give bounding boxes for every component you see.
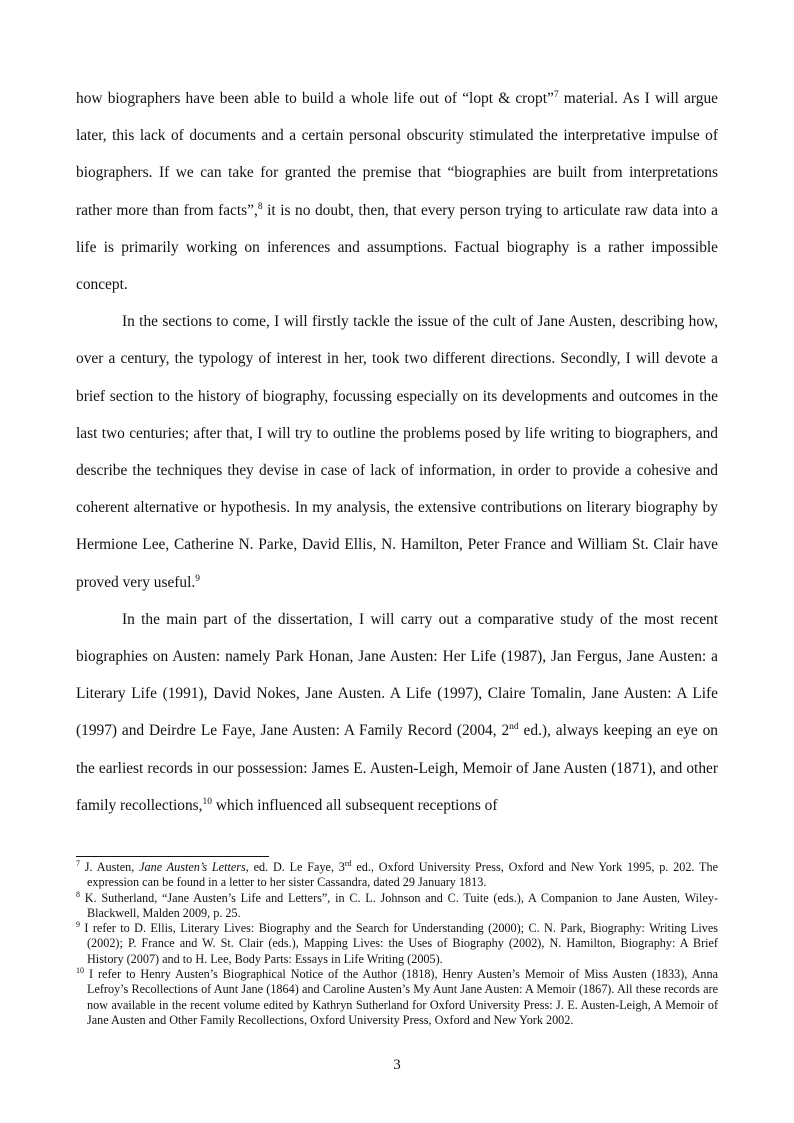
text-run: how biographers have been able to build a whole life out of “lopt & cropt” xyxy=(76,90,554,107)
text-run: it is no doubt, then, that every person trying to articulate raw data into a life is primarily working on inferences and assumptions. Factual biography is a rather impossible concept. xyxy=(76,201,718,294)
paragraph-3 xyxy=(76,601,718,824)
footnotes xyxy=(76,860,718,1028)
paragraph-2 xyxy=(76,303,718,601)
ordinal-suffix: nd xyxy=(509,722,519,733)
footnote-number: 8 xyxy=(76,889,80,899)
footnote-9 xyxy=(76,921,718,967)
footnote-ref-8[interactable]: 8 xyxy=(257,201,263,212)
italic-title: Jane Austen’s Letters xyxy=(139,860,246,874)
text-run: material. As I will argue later, this lack of documents and a certain personal obscurity stimulated the interpretative impulse of biographers. If we can take for granted the premise that “biographies are built from interpretations rather more than from facts”, xyxy=(76,90,718,219)
footnote-separator xyxy=(76,856,269,857)
footnote-number: 9 xyxy=(76,920,80,930)
ordinal-suffix: rd xyxy=(344,858,352,868)
text-run: In the main part of the dissertation, I will carry out a comparative study of the most recent biographies on Austen: namely Park Honan, Jane Austen: Her Life (1987), Jan Fergus, Jane Austen: a Literary Life (1991), David Nokes, Jane Austen. A Life (1997), Claire Tomalin, Jane Austen: A Life (1997) and Deirdre Le Faye, Jane Austen: A Family Record (2004, 2 xyxy=(76,610,718,740)
main-text xyxy=(76,80,718,824)
text-run: ed., Oxford University Press, Oxford and New York 1995, p. 202. The expression can be found in a letter to her sister Cassandra, dated 29 January 1813. xyxy=(87,860,718,890)
text-run: I refer to Henry Austen’s Biographical Notice of the Author (1818), Henry Austen’s Memoir of Miss Austen (1833), Anna Lefroy’s Recollections of Aunt Jane (1864) and Caroline Austen’s My Aunt Jane Austen: A Memoir (1867). All these records are now available in the recent volume edited by Kathryn Sutherland for Oxford University Press: J. E. Austen-Leigh, A Memoir of Jane Austen and Other Family Recollections, Oxford University Press, Oxford and New York 2002. xyxy=(84,967,718,1027)
text-run: K. Sutherland, “Jane Austen’s Life and Letters”, in C. L. Johnson and C. Tuite (eds.), A Companion to Jane Austen, Wiley-Blackwell, Malden 2009, p. 25. xyxy=(80,890,718,920)
text-run: which influenced all subsequent receptions of xyxy=(212,796,498,814)
footnote-ref-10[interactable]: 10 xyxy=(202,796,212,807)
text-run: ed.), always keeping an eye on the earliest records in our possession: James E. Austen-Leigh, Memoir of Jane Austen (1871), and other family recollections, xyxy=(76,722,718,814)
footnote-number: 7 xyxy=(76,858,80,868)
text-run: I refer to D. Ellis, Literary Lives: Biography and the Search for Understanding (2000); C. N. Park, Biography: Writing Lives (2002); P. France and W. St. Clair (eds.), Mapping Lives: the Uses of Biography (2002), N. Hamilton, Biography: A Brief History (2007) and to H. Lee, Body Parts: Essays in Life Writing (2005). xyxy=(80,921,718,966)
text-run: In the sections to come, I will firstly tackle the issue of the cult of Jane Austen, describing how, over a century, the typology of interest in her, took two different directions. Secondly, I will devote a brief section to the history of biography, focussing especially on its developments and outcomes in the last two centuries; after that, I will try to outline the problems posed by life writing to biographers, and describe the techniques they devise in case of lack of information, in order to provide a cohesive and coherent alternative or hypothesis. In my analysis, the extensive contributions on literary biography by Hermione Lee, Catherine N. Parke, David Ellis, N. Hamilton, Peter France and William St. Clair have proved very useful. xyxy=(76,313,718,591)
footnote-ref-9[interactable]: 9 xyxy=(195,573,200,584)
footnote-number: 10 xyxy=(76,966,84,976)
footnote-ref-7[interactable]: 7 xyxy=(553,89,559,100)
footnote-8 xyxy=(76,891,718,922)
footnote-10 xyxy=(76,967,718,1028)
footnote-7 xyxy=(76,860,718,891)
text-run: , ed. D. Le Faye, 3 xyxy=(245,860,345,874)
page-number: 3 xyxy=(393,1057,401,1073)
paragraph-1 xyxy=(76,80,718,303)
text-run: J. Austen, xyxy=(80,860,140,874)
